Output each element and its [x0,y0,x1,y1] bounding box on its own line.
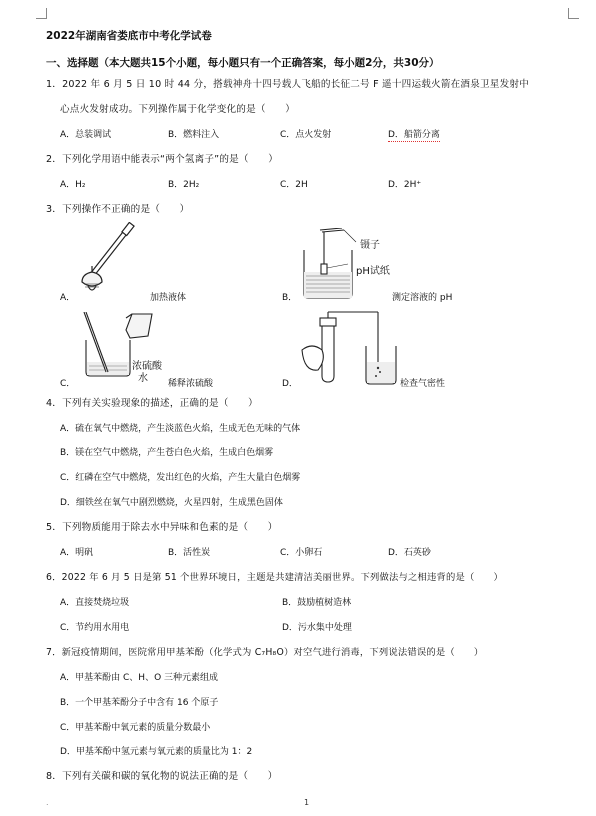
crop-mark-top-left [36,8,47,19]
q6-option-a: A．直接焚烧垃圾 [60,598,130,608]
q4-option-b: B．镁在空气中燃烧，产生苍白色火焰，生成白色烟雾 [60,448,274,458]
ph-test-figure [300,228,360,300]
q7-option-c: C．甲基苯酚中氧元素的质量分数最小 [60,723,211,733]
q3-option-c-acid-tag: 浓硫酸 [132,361,162,372]
q5-option-c: C．小卵石 [280,548,323,558]
q3-stem: 3．下列操作不正确的是（ ） [46,204,190,215]
q3-option-b-letter: B． [282,293,298,303]
q1-option-d: D．船箭分离 [388,130,440,140]
q4-stem: 4．下列有关实验现象的描述，正确的是（ ） [46,398,258,409]
q6-option-d: D．污水集中处理 [282,623,352,633]
q5-stem: 5．下列物质能用于除去水中异味和色素的是（ ） [46,522,278,533]
q2-option-c: C．2H [280,180,308,190]
q1-option-a: A．总装调试 [60,130,112,140]
q3-option-a-label: 加热液体 [150,293,187,303]
q6-option-c: C．节约用水用电 [60,623,130,633]
q4-option-c: C．红磷在空气中燃烧，发出红色的火焰，产生大量白色烟雾 [60,473,301,483]
q6-stem: 6．2022 年 6 月 5 日是第 51 个世界环境日，主题是共建清洁美丽世界。下列做法与之相违背的是（ ） [46,572,503,583]
q5-option-d: D．石英砂 [388,548,431,558]
q1-stem-line2: 心点火发射成功。下列操作属于化学变化的是（ ） [60,104,296,115]
q7-option-d: D．甲基苯酚中氢元素与氧元素的质量比为 1：2 [60,747,253,757]
q7-option-a: A．甲基苯酚由 C、H、O 三种元素组成 [60,673,219,683]
q3-option-b-ph-paper-tag: pH试纸 [356,266,390,277]
section-heading: 一、选择题（本大题共15个小题，每小题只有一个正确答案，每小题2分，共30分） [46,57,440,69]
q3-option-a-letter: A． [60,293,76,303]
footer-marker: . [46,798,49,807]
q1-option-c: C．点火发射 [280,130,332,140]
exam-title: 2022年湖南省娄底市中考化学试卷 [46,30,212,42]
q5-option-a: A．明矾 [60,548,94,558]
q3-option-c-water-tag: 水 [138,373,148,384]
q4-option-d: D．细铁丝在氧气中剧烈燃烧，火星四射，生成黑色固体 [60,498,283,508]
crop-mark-top-right [568,8,579,19]
q2-option-a: A．H₂ [60,180,86,190]
page-number: 1 [304,798,310,807]
q1-option-b: B．燃料注入 [168,130,220,140]
q3-option-b-tweezers-tag: 镊子 [360,240,380,251]
q7-option-b: B．一个甲基苯酚分子中含有 16 个原子 [60,698,219,708]
q5-option-b: B．活性炭 [168,548,211,558]
q3-option-d-label: 检查气密性 [400,379,446,389]
q3-option-b-label: 测定溶液的 pH [392,293,453,303]
heating-liquid-figure [74,222,144,298]
q3-option-d-letter: D． [282,379,298,389]
q3-option-c-letter: C． [60,379,76,389]
q2-option-d: D．2H⁺ [388,180,422,190]
q3-option-c-label: 稀释浓硫酸 [168,379,214,389]
q2-option-b: B．2H₂ [168,180,200,190]
q6-option-b: B．鼓励植树造林 [282,598,352,608]
q8-stem: 8．下列有关碳和碳的氧化物的说法正确的是（ ） [46,771,278,782]
q4-option-a: A．硫在氧气中燃烧，产生淡蓝色火焰，生成无色无味的气体 [60,424,301,434]
q7-stem: 7．新冠疫情期间，医院常用甲基苯酚（化学式为 C₇H₈O）对空气进行消毒，下列说法错误的是（ ） [46,647,484,658]
q2-stem: 2．下列化学用语中能表示“两个氢离子”的是（ ） [46,154,279,165]
q1-stem-line1: 1．2022 年 6 月 5 日 10 时 44 分，搭载神舟十四号载人飞船的长征二号 F 遥十四运载火箭在酒泉卫星发射中 [46,79,529,90]
airtightness-check-figure [300,310,406,386]
